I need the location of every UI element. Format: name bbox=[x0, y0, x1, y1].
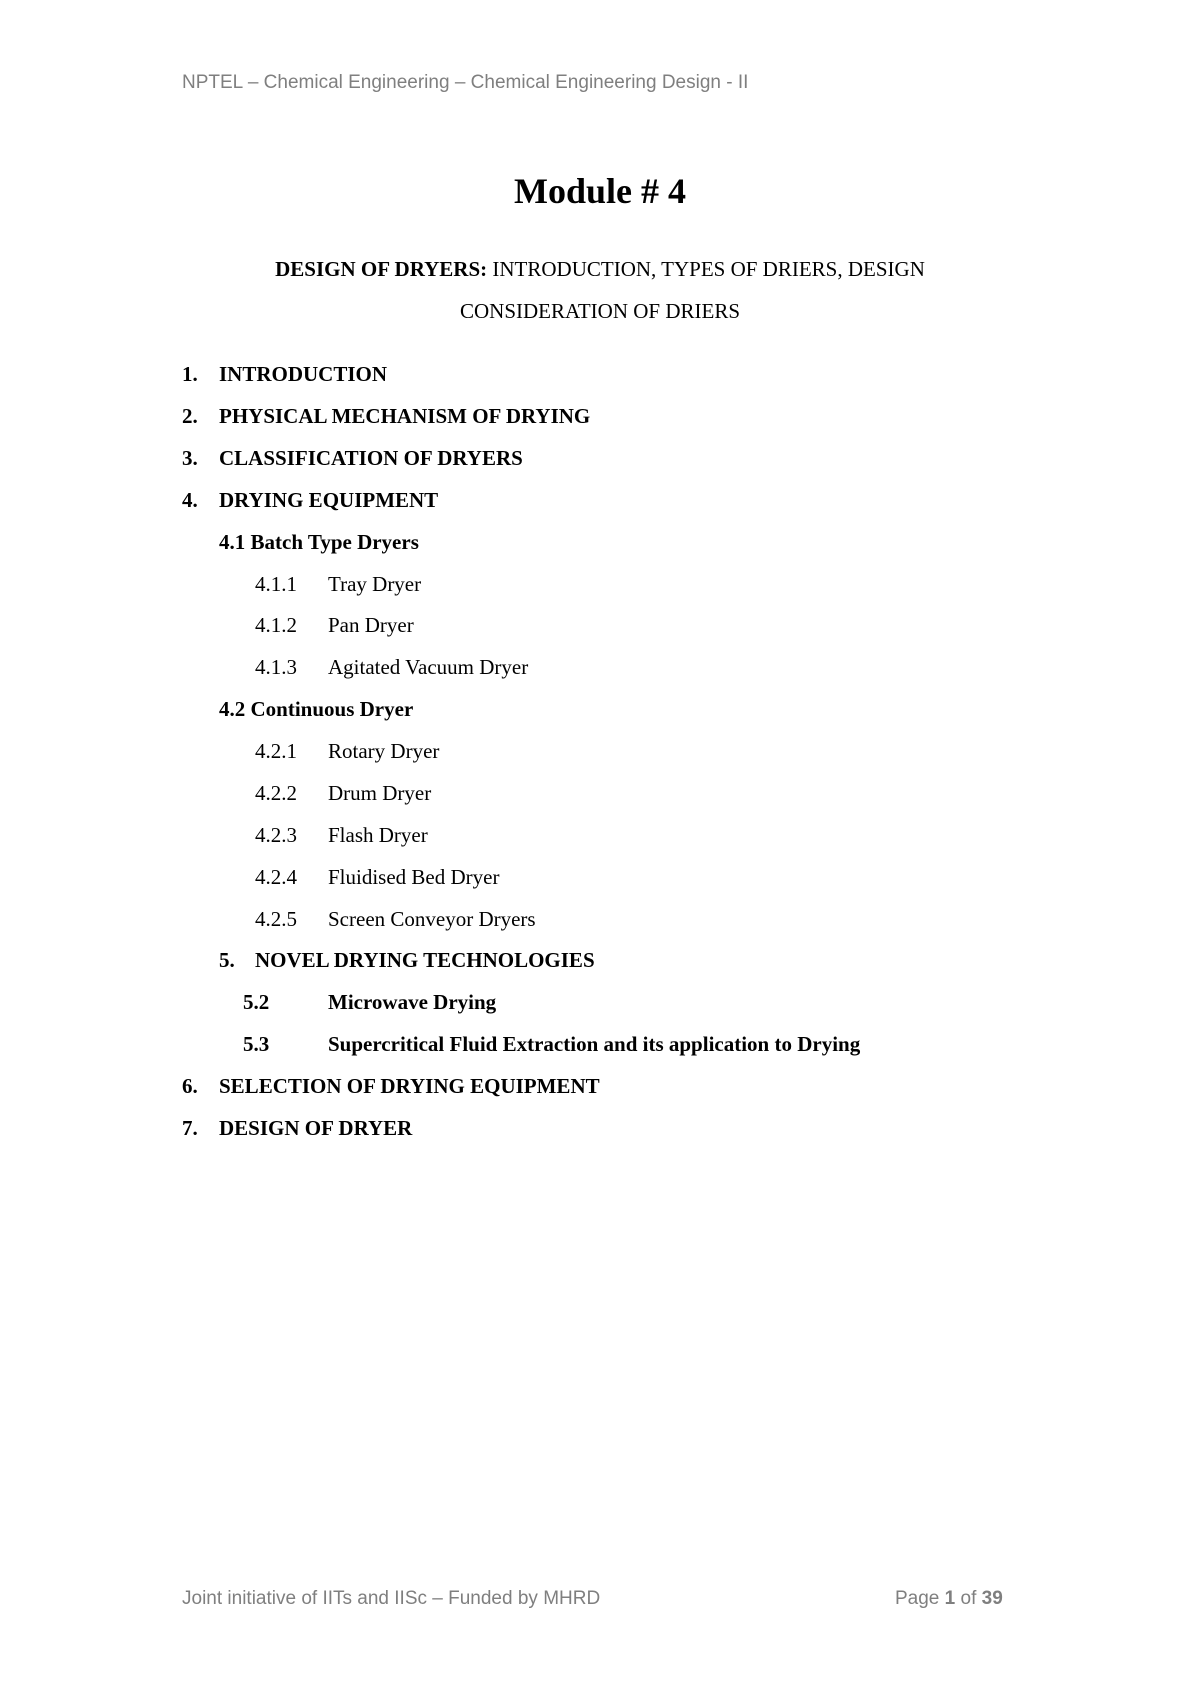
toc-item-number: 5.2 bbox=[243, 990, 270, 1014]
toc-item-label: Fluidised Bed Dryer bbox=[328, 865, 500, 889]
toc-item-label: DRYING EQUIPMENT bbox=[219, 488, 439, 512]
subtitle-rest: INTRODUCTION, TYPES OF DRIERS, DESIGN bbox=[487, 257, 925, 281]
toc-item-label: Microwave Drying bbox=[328, 990, 497, 1014]
toc-item-continuous-dryer: 4.2 Continuous Dryer bbox=[219, 697, 414, 721]
running-header: NPTEL – Chemical Engineering – Chemical Engineering Design - II bbox=[182, 72, 749, 93]
toc-item-label: Agitated Vacuum Dryer bbox=[328, 655, 529, 679]
toc-item-number: 3. bbox=[182, 446, 198, 470]
subtitle-bold: DESIGN OF DRYERS: bbox=[275, 257, 488, 281]
toc-item-number: 4.2.2 bbox=[255, 781, 297, 805]
toc-item-number: 4.2.4 bbox=[255, 865, 297, 889]
toc-item-label: Supercritical Fluid Extraction and its application to Drying bbox=[328, 1032, 861, 1056]
toc-item-number: 6. bbox=[182, 1074, 198, 1098]
toc-item-batch-type-dryers: 4.1 Batch Type Dryers bbox=[219, 530, 419, 554]
module-title: Module # 4 bbox=[513, 171, 686, 211]
toc-item-number: 5.3 bbox=[243, 1032, 270, 1056]
toc-item-label: Flash Dryer bbox=[328, 823, 428, 847]
subtitle-line-1 bbox=[0, 257, 1200, 282]
toc-item-number: 4.2.3 bbox=[255, 823, 297, 847]
toc-item-label: SELECTION OF DRYING EQUIPMENT bbox=[219, 1074, 600, 1098]
page-current: 1 bbox=[944, 1588, 956, 1609]
toc-item-number: 4.2.1 bbox=[255, 739, 297, 763]
toc-item-number: 5. bbox=[219, 948, 235, 972]
toc-item-number: 4.1.1 bbox=[255, 572, 297, 596]
page-total: 39 bbox=[981, 1588, 1003, 1609]
toc-item-number: 2. bbox=[182, 404, 198, 428]
toc-item-number: 4.1.3 bbox=[255, 655, 297, 679]
page-number bbox=[895, 1588, 1003, 1610]
toc-item-label: CLASSIFICATION OF DRYERS bbox=[219, 446, 523, 470]
toc-item-label: PHYSICAL MECHANISM OF DRYING bbox=[219, 404, 591, 428]
toc-item-label: Screen Conveyor Dryers bbox=[328, 907, 536, 931]
toc-item-number: 4. bbox=[182, 488, 198, 512]
subtitle-line-2: CONSIDERATION OF DRIERS bbox=[459, 299, 741, 323]
toc-item-number: 7. bbox=[182, 1116, 198, 1140]
toc-item-label: DESIGN OF DRYER bbox=[219, 1116, 413, 1140]
page-of: of bbox=[955, 1588, 982, 1609]
toc-item-label: Rotary Dryer bbox=[328, 739, 440, 763]
footer-credit: Joint initiative of IITs and IISc – Funded by MHRD bbox=[182, 1588, 601, 1609]
toc-item-number: 4.1.2 bbox=[255, 613, 297, 637]
toc-item-label: Pan Dryer bbox=[328, 613, 414, 637]
page-word: Page bbox=[895, 1588, 945, 1609]
toc-item-label: Drum Dryer bbox=[328, 781, 432, 805]
toc-item-label: NOVEL DRYING TECHNOLOGIES bbox=[255, 948, 595, 972]
toc-item-number: 4.2.5 bbox=[255, 907, 297, 931]
toc-item-number: 1. bbox=[182, 362, 198, 386]
toc-item-label: INTRODUCTION bbox=[219, 362, 388, 386]
toc-item-label: Tray Dryer bbox=[328, 572, 422, 596]
